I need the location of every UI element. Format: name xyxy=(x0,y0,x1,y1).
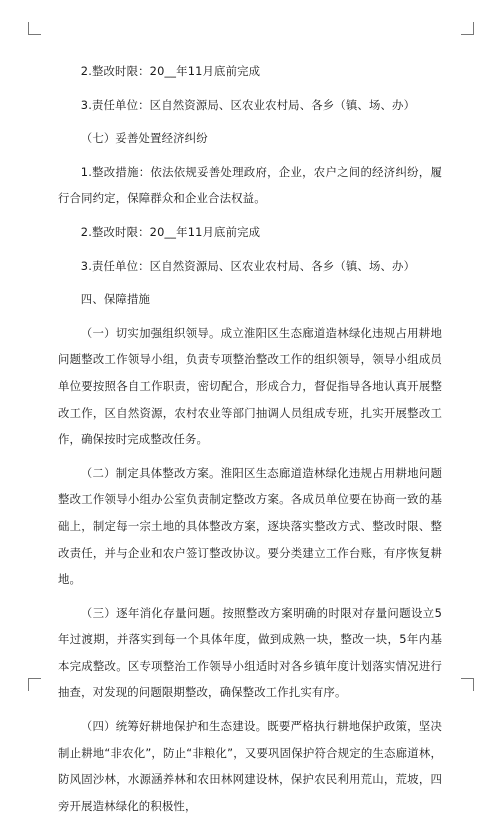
paragraph: （四）统筹好耕地保护和生态建设。既要严格执行耕地保护政策，坚决制止耕地“非农化”，防止“非粮化”，又要巩固保护符合规定的生态廊道林，防风固沙林，水源涵养林和农田林网建设林，保护农民利用荒山，荒坡，四旁开展造林绿化的积极性， xyxy=(58,719,442,813)
section-heading: （七）妥善处置经济纠纷 xyxy=(80,131,208,146)
chapter-heading: 四、保障措施 xyxy=(80,292,151,307)
crop-mark-top-right xyxy=(461,22,474,35)
document-body xyxy=(58,58,442,826)
paragraph: （三）逐年消化存量问题。按照整改方案明确的时限对存量问题设立5年过渡期，并落实到每一个具体年度，做到成熟一块，整改一块，5年内基本完成整改。区专项整治工作领导小组适时对各乡镇年度计划落实情况进行抽查，对发现的问题限期整改，确保整改工作扎实有序。 xyxy=(58,605,442,700)
paragraph: 3.责任单位：区自然资源局、区农业农村局、各乡（镇、场、办） xyxy=(80,258,416,273)
crop-mark-bottom-left xyxy=(28,678,41,691)
crop-mark-top-left xyxy=(28,22,41,35)
paragraph: （一）切实加强组织领导。成立淮阳区生态廊道造林绿化违规占用耕地问题整改工作领导小组，负责专项整治整改工作的组织领导，领导小组成员单位要按照各自工作职责，密切配合，形成合力，督促指导各地认真开展整改工作，区自然资源，农村农业等部门抽调人员组成专班，扎实开展整改工作，确保按时完成整改任务。 xyxy=(58,325,442,447)
paragraph: 3.责任单位：区自然资源局、区农业农村局、各乡（镇、场、办） xyxy=(80,97,416,112)
paragraph: 2.整改时限：20__年11月底前完成 xyxy=(80,224,261,239)
paragraph: 2.整改时限：20__年11月底前完成 xyxy=(80,64,261,78)
crop-mark-bottom-right xyxy=(461,678,474,691)
paragraph: 1.整改措施：依法依规妥善处理政府，企业，农户之间的经济纠纷，履行合同约定，保障群众和企业合法权益。 xyxy=(58,164,442,206)
paragraph: （二）制定具体整改方案。淮阳区生态廊道造林绿化违规占用耕地问题整改工作领导小组办公室负责制定整改方案。各成员单位要在协商一致的基础上，制定每一宗土地的具体整改方案，逐块落实整改方式、整改时限、整改责任，并与企业和农户签订整改协议。要分类建立工作台账，有序恢复耕地。 xyxy=(58,465,442,587)
